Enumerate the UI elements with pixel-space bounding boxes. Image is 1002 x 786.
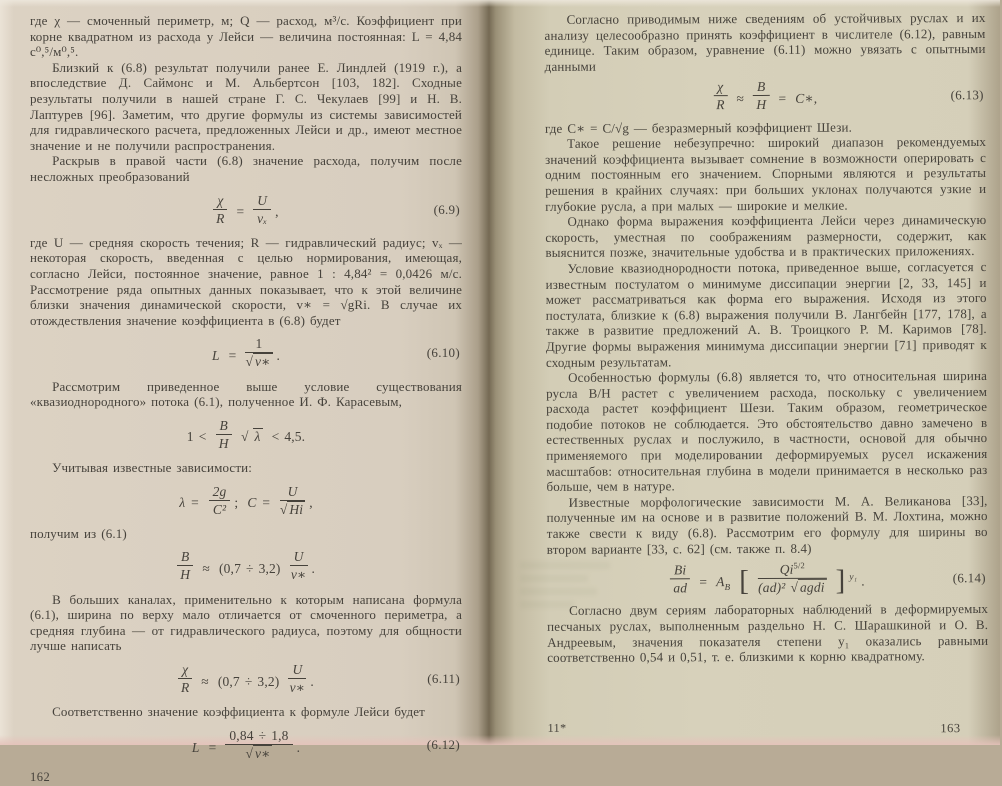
paragraph: Согласно двум сериям лабораторных наблюдений в деформируемых песчаных руслах, выполненным раздельно Н. С. Шарашкиной и О. В. Андреевым, значения показателя степени y₁ оказались равными соответственно 0,54 и 0,51, т. е. близкими к корню квадратному.: [547, 601, 989, 666]
equation-6-11: $\frac{\chi}{R}$ ≈ (0,7 ÷ 3,2) $\frac{U}{v∗}$ . (6.11): [30, 654, 462, 704]
fraction: $\frac{\chi}{R}$: [213, 193, 227, 226]
fraction: $\frac{\chi}{R}$: [178, 662, 192, 695]
paragraph: Такое решение небезупречно: широкий диапазон рекомендуемых значений коэффициента вызывает сомнение в возможности оперировать с одним постоянным его значением. Спорными являются и результаты решения в крайних случаях: при больших уклонах получаются узкие и глубокие русла, а при малых — широкие и мелкие.: [545, 134, 987, 214]
paragraph: где χ — смоченный периметр, м; Q — расход, м³/с. Коэффициент при корне квадратном из расхода у Лейси — величина постоянная: L = 4,84 с⁰,⁵/м⁰,⁵.: [30, 13, 462, 60]
right-bracket: ]: [835, 564, 846, 597]
bleedthrough-marks: [520, 556, 610, 614]
fraction: $\frac{1}{√ v∗}$: [245, 336, 271, 370]
equation-karasev: 1 < $\frac{B}{H}$ √ λ < 4,5.: [186, 417, 306, 451]
paragraph: Рассмотрим приведенное выше условие существования «квазиоднородного» потока (6.1), полученное И. Ф. Карасевым,: [30, 378, 462, 410]
paragraph: Особенностью формулы (6.8) является то, что относительная ширина русла B/H растет с увеличением расхода, поскольку с увеличением расхода растет коэффициент Шези. Таким образом, геометрическое подобие потоков не соблюдается. Это обстоятельство давно замечено в естественных руслах и послужило, в частности, основой для обычно применяемого при моделировании деформируемых русел искажения масштабов: относительная глубина в модели принимается в несколько раз больше, чем в натуре.: [546, 368, 988, 495]
page-number: 163: [940, 721, 961, 736]
fraction: $\frac{U}{v∗}$: [289, 661, 306, 696]
paragraph: Близкий к (6.8) результат получили ранее Е. Линдлей (1919 г.), а впоследствие Д. Саймонс и М. Альбертсон [103, 182]. Сходные результаты получили в нашей стране Г. С. Чекулаев [99] и Н. В. Лаптурев [96]. Заметим, что другие формулы из системы зависимостей для гидравлического расчета, предложенных Лейси и др., имеют местное значение и не получили распространения.: [30, 59, 462, 153]
page-footer: [548, 719, 989, 737]
equation-6-12: L = $\frac{0,84 \div 1,8}{√ v∗}$ . (6.12): [191, 727, 460, 761]
fraction: $\frac{0,84 \div 1,8}{√ v∗}$: [225, 728, 292, 761]
equation-number: (6.14): [952, 570, 986, 586]
paragraph: В больших каналах, применительно к которым написана формула (6.1), ширина по верху мало отличается от смоченного периметра, а средняя глубина — от гидравлического радиуса, поэтому для общности лучше написать: [30, 591, 462, 654]
fraction: $\frac{\chi}{R}$: [713, 79, 727, 112]
sqrt-sign: √: [245, 354, 254, 370]
equation-number: (6.9): [433, 201, 460, 217]
equation-number: (6.12): [426, 737, 460, 753]
page-footer: [30, 770, 462, 786]
fraction: $\frac{U}{v∗}$: [290, 549, 307, 583]
paragraph: Соответственно значение коэффициента к формуле Лейси будет: [52, 704, 425, 720]
equation-bh-ratio: $\frac{B}{H}$ ≈ (0,7 ÷ 3,2) $\frac{U}{v∗}$ .: [30, 541, 462, 591]
page-right: [510, 0, 1001, 746]
equation-number: (6.10): [426, 345, 460, 361]
equation-6-13: $\frac{\chi}{R}$ ≈ $\frac{B}{H}$ = C∗, (6.13): [545, 72, 986, 120]
paragraph: Известные морфологические зависимости М. А. Великанова [33], полученные им на основе и в развитие положений В. М. Лохтина, можно также свести к виду (6.8). Рассмотрим его формулу для ширины во втором варианте [33, с. 62] (см. также п. 8.4): [546, 492, 988, 557]
paragraph: где U — средняя скорость течения; R — гидравлический радиус; vₓ — некоторая скорость, введенная с целью нормирования, имеющая, согласно Лейси, постоянное значение, равное 1 : 4,84² = 0,0426 м/с. Рассмотрение ряда опытных данных показывает, что к этой величине близки значения динамической скорости, v∗ = √gRi. В случае их отождествления значение коэффициента в (6.8) будет: [30, 234, 462, 328]
sqrt-sign: √: [240, 429, 249, 445]
fraction: $\frac{Bi}{ad}$: [670, 563, 690, 596]
paragraph: Раскрыв в правой части (6.8) значение расхода, получим после несложных преобразований: [30, 153, 462, 184]
page-number: 162: [30, 769, 51, 784]
fraction: $\frac{B}{H}$: [177, 549, 193, 582]
equation-6-14: $\frac{Bi}{ad}$ = $A_B$ [ $\frac{Qi^{5/2}}{\text{(ad)² √ agdi}}$ ] $^{y_1}$ . (6.14): [547, 555, 988, 603]
left-bracket: [: [739, 564, 750, 597]
equation-number: (6.13): [950, 87, 984, 103]
paragraph: где C∗ = C/√g — безразмерный коэффициент Шези.: [544, 119, 853, 136]
paragraph: Согласно приводимым ниже сведениям об устойчивых руслах и их анализу целесообразно принять коэффициент в числителе (6.12), равным единице. Таким образом, уравнение (6.11) можно увязать с опытными данными: [544, 9, 986, 74]
fraction: $\frac{Qi^{5/2}}{\text{(ad)² √ agdi}}$: [758, 560, 825, 596]
fraction: $\frac{B}{H}$: [753, 79, 770, 112]
fraction: $\frac{B}{H}$: [216, 418, 232, 451]
paragraph: получим из (6.1): [30, 525, 127, 541]
fraction: $\frac{2g}{\text{C²}}$: [209, 484, 231, 517]
sqrt-sign: √: [245, 745, 254, 761]
page-left: [0, 0, 488, 784]
fraction: $\frac{U}{\text{vₓ}}$: [253, 193, 271, 226]
equation-6-9: $\frac{\chi}{R}$ = $\frac{U}{\text{vₓ}}$ , (6.9): [30, 185, 462, 235]
paragraph: Условие квазиоднородности потока, приведенное выше, согласуется с известным постулатом о минимуме диссипации энергии [2, 33, 145] и может рассматриваться как форма его выражения. Исходя из этого постулата, близкие к (6.8) выражения получили В. Лангбейн [177, 178], а также в развитие предложений А. В. Троицкого Р. М. Каримов [78]. Другие формы выражения минимума диссипации энергии [71] приводят к сходным результатам.: [545, 258, 987, 370]
fraction: $\frac{U}{√ Hi}$: [279, 483, 304, 517]
equation-6-10: L = $\frac{1}{√ v∗}$ . (6.10): [211, 336, 460, 370]
paragraph: Однако форма выражения коэффициента Лейси через динамическую скорость, уместная по соображениям размерности, содержит, как выяснится позже, значительные удобства и в практических приложениях.: [545, 212, 987, 261]
sqrt-sign: √: [279, 501, 288, 517]
sqrt-sign: √: [790, 580, 799, 596]
printers-signature-mark: 11*: [547, 721, 567, 736]
paragraph: Учитывая известные зависимости:: [52, 459, 253, 475]
equation-number: (6.11): [427, 671, 460, 687]
equation-lambda-chezy: λ = $\frac{2g}{\text{C²}}$ ; C = $\frac{U}{√ Hi}$ ,: [179, 483, 313, 517]
